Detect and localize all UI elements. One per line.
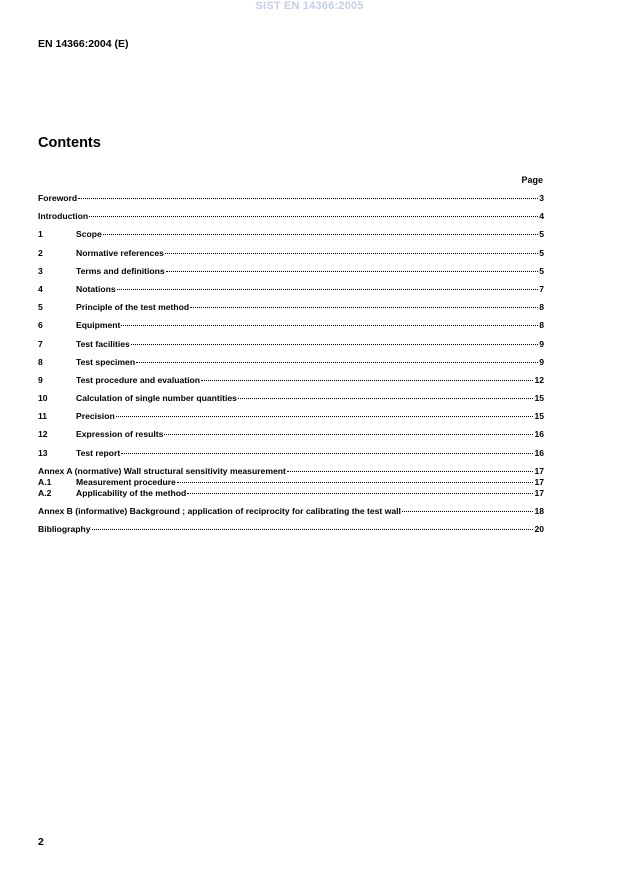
toc-entry-page: 9 (539, 356, 544, 367)
toc-leader-dots (201, 370, 533, 381)
toc-entry-page: 15 (534, 393, 544, 404)
toc-entry-title: Foreword (38, 193, 78, 203)
toc-entry-page: 18 (534, 506, 544, 516)
watermark: SIST EN 14366:2005 (255, 0, 364, 12)
toc-entry-title: Introduction (38, 211, 89, 222)
toc-entry-number: A.2 (38, 487, 52, 498)
toc-entry-title: Applicability of the method (76, 487, 187, 498)
toc-entry-page: 5 (539, 265, 544, 276)
toc-entry-page: 5 (539, 229, 544, 240)
toc-entry-number: 11 (38, 411, 48, 422)
toc-entry-title: Bibliography (38, 524, 91, 535)
toc-leader-dots (92, 519, 534, 530)
toc-leader-dots (116, 406, 534, 417)
toc-entry-number: 10 (38, 393, 48, 404)
toc-entry-page: 8 (539, 302, 544, 313)
toc-entry-number: 8 (38, 356, 43, 367)
toc-entry-title: Terms and definitions (76, 265, 165, 276)
toc-entry-number: 6 (38, 320, 43, 331)
toc-entry-number: 1 (38, 229, 43, 240)
toc-entry-title: Test specimen (76, 356, 136, 367)
toc-entry-page: 16 (534, 429, 544, 440)
toc-entry-number: A.1 (38, 476, 52, 487)
toc-entry-page: 4 (539, 211, 544, 222)
toc-entry-page: 17 (534, 476, 544, 487)
toc-entry-page: 8 (539, 320, 544, 331)
toc-leader-dots (238, 388, 534, 399)
toc-entry-title: Test facilities (76, 338, 130, 349)
toc-entry-page: 17 (534, 465, 544, 476)
toc-entry-number: 3 (38, 265, 43, 276)
toc-entry-title: Test report (76, 447, 121, 458)
toc-entry-number: 2 (38, 247, 43, 258)
page-column-label: Page (521, 175, 543, 185)
toc-entry-title: Annex A (normative) Wall structural sensitivity measurement (38, 465, 286, 476)
table-of-contents (38, 190, 544, 539)
toc-leader-dots (117, 279, 539, 290)
toc-entry[interactable] (38, 521, 544, 539)
toc-entry-page: 12 (534, 374, 544, 385)
toc-entry-page: 3 (539, 193, 544, 203)
toc-leader-dots (89, 206, 538, 217)
toc-entry-title: Test procedure and evaluation (76, 374, 201, 385)
toc-entry-number: 4 (38, 283, 43, 294)
toc-entry-number: 13 (38, 447, 48, 458)
toc-leader-dots (131, 334, 538, 345)
document-id: EN 14366:2004 (E) (38, 38, 129, 50)
toc-entry-title: Annex B (informative) Background ; application of reciprocity for calibrating the test wall (38, 506, 401, 516)
toc-entry-title: Normative references (76, 247, 164, 258)
toc-entry-page: 9 (539, 338, 544, 349)
toc-entry-title: Scope (76, 229, 102, 240)
toc-leader-dots (165, 243, 538, 254)
toc-entry-number: 5 (38, 302, 43, 313)
toc-leader-dots (164, 424, 533, 435)
toc-entry-page: 17 (534, 487, 544, 498)
toc-leader-dots (402, 501, 534, 512)
toc-entry-title: Measurement procedure (76, 476, 176, 487)
toc-leader-dots (121, 315, 538, 326)
toc-entry-title: Equipment (76, 320, 121, 331)
toc-entry-title: Principle of the test method (76, 302, 190, 313)
toc-leader-dots (187, 483, 533, 494)
toc-entry-page: 7 (539, 283, 544, 294)
toc-entry-page: 20 (534, 524, 544, 535)
toc-leader-dots (136, 352, 538, 363)
toc-leader-dots (103, 224, 538, 235)
toc-entry-page: 5 (539, 247, 544, 258)
toc-entry-number: 7 (38, 338, 43, 349)
toc-leader-dots (177, 472, 534, 483)
toc-leader-dots (166, 261, 539, 272)
toc-entry-number: 9 (38, 374, 43, 385)
toc-entry-title: Precision (76, 411, 115, 422)
toc-leader-dots (190, 297, 538, 308)
toc-entry-page: 16 (534, 447, 544, 458)
toc-entry-title: Notations (76, 283, 116, 294)
toc-entry-page: 15 (534, 411, 544, 422)
toc-entry-number: 12 (38, 429, 48, 440)
toc-leader-dots (78, 188, 538, 199)
page-number: 2 (38, 836, 44, 848)
toc-entry-title: Expression of results (76, 429, 164, 440)
toc-leader-dots (121, 443, 533, 454)
contents-heading: Contents (38, 135, 101, 151)
toc-entry-title: Calculation of single number quantities (76, 393, 237, 404)
toc-leader-dots (287, 461, 534, 472)
